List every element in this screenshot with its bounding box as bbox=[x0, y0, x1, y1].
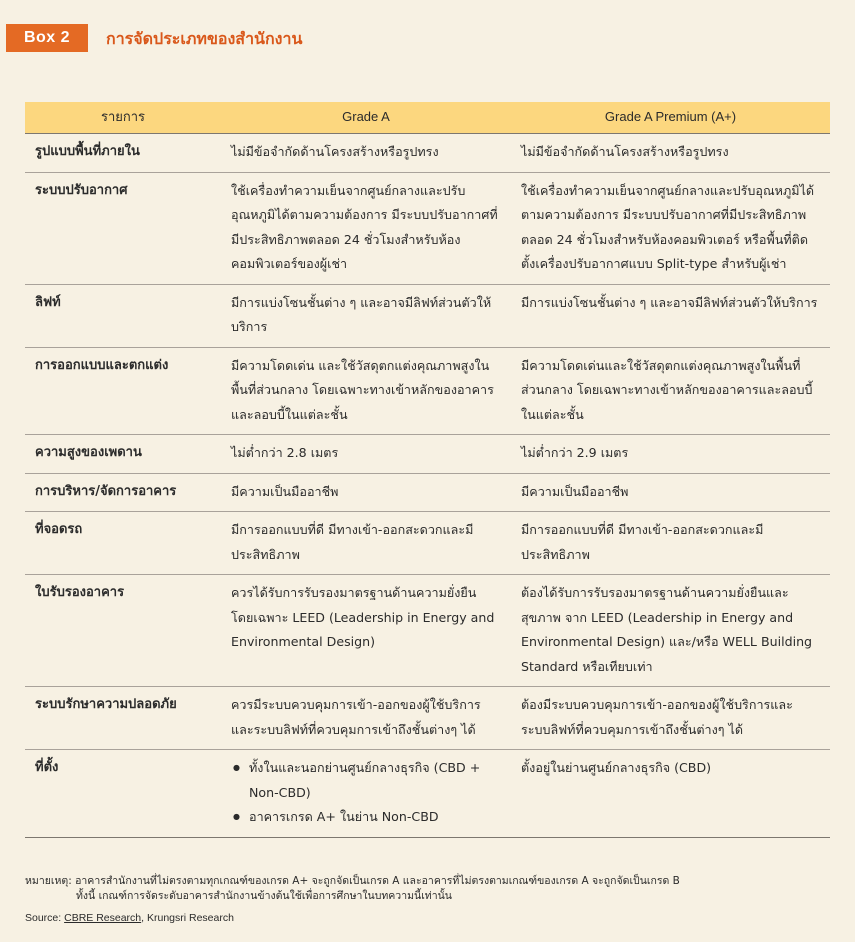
table-row bbox=[25, 750, 830, 838]
location-bullet-list bbox=[231, 756, 501, 830]
row-label: ที่ตั้ง bbox=[25, 750, 221, 838]
row-label: ที่จอดรถ bbox=[25, 512, 221, 575]
table-row bbox=[25, 347, 830, 435]
grade-a-cell: ไม่มีข้อจำกัดด้านโครงสร้างหรือรูปทรง bbox=[221, 134, 511, 173]
grade-a-cell: ใช้เครื่องทำความเย็นจากศูนย์กลางและปรับอุณหภูมิได้ตามความต้องการ มีระบบปรับอากาศที่มีประสิทธิภาพตลอด 24 ชั่วโมงสำหรับห้องคอมพิวเตอร์ของผู้เช่า bbox=[221, 172, 511, 284]
column-header-item: รายการ bbox=[25, 102, 221, 134]
source-line bbox=[25, 912, 234, 924]
grade-a-plus-cell: มีการแบ่งโซนชั้นต่าง ๆ และอาจมีลิฟท์ส่วนตัวให้บริการ bbox=[511, 284, 830, 347]
footnote-line-2: ทั้งนี้ เกณฑ์การจัดระดับอาคารสำนักงานข้างต้นใช้เพื่อการศึกษาในบทความนี้เท่านั้น bbox=[76, 890, 452, 902]
grade-a-plus-cell: ต้องมีระบบควบคุมการเข้า-ออกของผู้ใช้บริการและระบบลิฟท์ที่ควบคุมการเข้าถึงชั้นต่างๆ ได้ bbox=[511, 687, 830, 750]
table-row bbox=[25, 512, 830, 575]
grade-a-plus-cell: มีความโดดเด่นและใช้วัสดุตกแต่งคุณภาพสูงในพื้นที่ส่วนกลาง โดยเฉพาะทางเข้าหลักของอาคารและลอบบี้ในแต่ละชั้น bbox=[511, 347, 830, 435]
grade-a-plus-cell: มีความเป็นมืออาชีพ bbox=[511, 473, 830, 512]
grade-a-plus-cell: ไม่มีข้อจำกัดด้านโครงสร้างหรือรูปทรง bbox=[511, 134, 830, 173]
grade-a-cell: มีความเป็นมืออาชีพ bbox=[221, 473, 511, 512]
table-row bbox=[25, 284, 830, 347]
grade-a-plus-cell: ตั้งอยู่ในย่านศูนย์กลางธุรกิจ (CBD) bbox=[511, 750, 830, 838]
row-label: ระบบปรับอากาศ bbox=[25, 172, 221, 284]
table-row bbox=[25, 575, 830, 687]
row-label: การบริหาร/จัดการอาคาร bbox=[25, 473, 221, 512]
column-header-grade-a-plus: Grade A Premium (A+) bbox=[511, 102, 830, 134]
row-label: รูปแบบพื้นที่ภายใน bbox=[25, 134, 221, 173]
row-label: ความสูงของเพดาน bbox=[25, 435, 221, 474]
row-label: ระบบรักษาความปลอดภัย bbox=[25, 687, 221, 750]
row-label: การออกแบบและตกแต่ง bbox=[25, 347, 221, 435]
grade-a-cell: มีการออกแบบที่ดี มีทางเข้า-ออกสะดวกและมีประสิทธิภาพ bbox=[221, 512, 511, 575]
table-header-row bbox=[25, 102, 830, 134]
box-badge: Box 2 bbox=[6, 24, 88, 52]
grade-a-cell bbox=[221, 750, 511, 838]
row-label: ลิฟท์ bbox=[25, 284, 221, 347]
column-header-grade-a: Grade A bbox=[221, 102, 511, 134]
comparison-table bbox=[25, 102, 830, 838]
grade-a-plus-cell: ไม่ต่ำกว่า 2.9 เมตร bbox=[511, 435, 830, 474]
source-label: Source: bbox=[25, 912, 62, 924]
bullet-item: ● อาคารเกรด A+ ในย่าน Non-CBD bbox=[231, 805, 501, 830]
table-row bbox=[25, 687, 830, 750]
grade-a-cell: มีความโดดเด่น และใช้วัสดุตกแต่งคุณภาพสูงในพื้นที่ส่วนกลาง โดยเฉพาะทางเข้าหลักของอาคารและลอบบี้ในแต่ละชั้น bbox=[221, 347, 511, 435]
bullet-item: ● ทั้งในและนอกย่านศูนย์กลางธุรกิจ (CBD + Non-CBD) bbox=[231, 756, 501, 805]
row-label: ใบรับรองอาคาร bbox=[25, 575, 221, 687]
table-row bbox=[25, 172, 830, 284]
table-row bbox=[25, 435, 830, 474]
grade-a-plus-cell: มีการออกแบบที่ดี มีทางเข้า-ออกสะดวกและมีประสิทธิภาพ bbox=[511, 512, 830, 575]
source-rest: , Krungsri Research bbox=[141, 912, 234, 924]
grade-a-plus-cell: ใช้เครื่องทำความเย็นจากศูนย์กลางและปรับอุณหภูมิได้ตามความต้องการ มีระบบปรับอากาศที่มีประสิทธิภาพตลอด 24 ชั่วโมงสำหรับห้องคอมพิวเตอร์ หรือพื้นที่ติดตั้งเครื่องปรับอากาศแบบ Split-type สำหรับผู้เช่า bbox=[511, 172, 830, 284]
grade-a-cell: ควรได้รับการรับรองมาตรฐานด้านความยั่งยืน โดยเฉพาะ LEED (Leadership in Energy and Environmental Design) bbox=[221, 575, 511, 687]
footnote-line-1: หมายเหตุ: อาคารสำนักงานที่ไม่ตรงตามทุกเกณฑ์ของเกรด A+ จะถูกจัดเป็นเกรด A และอาคารที่ไม่ตรงตามเกณฑ์ของเกรด A จะถูกจัดเป็นเกรด B bbox=[25, 875, 680, 887]
grade-a-cell: ควรมีระบบควบคุมการเข้า-ออกของผู้ใช้บริการและระบบลิฟท์ที่ควบคุมการเข้าถึงชั้นต่างๆ ได้ bbox=[221, 687, 511, 750]
grade-a-plus-cell: ต้องได้รับการรับรองมาตรฐานด้านความยั่งยืนและสุขภาพ จาก LEED (Leadership in Energy and Environmental Design) และ/หรือ WELL Building Standard หรือเทียบเท่า bbox=[511, 575, 830, 687]
grade-a-cell: ไม่ต่ำกว่า 2.8 เมตร bbox=[221, 435, 511, 474]
footnote bbox=[25, 874, 680, 904]
table-row bbox=[25, 473, 830, 512]
box-title: การจัดประเภทของสำนักงาน bbox=[106, 29, 303, 48]
table-row bbox=[25, 134, 830, 173]
grade-a-cell: มีการแบ่งโซนชั้นต่าง ๆ และอาจมีลิฟท์ส่วนตัวให้บริการ bbox=[221, 284, 511, 347]
source-link-cbre[interactable]: CBRE Research bbox=[64, 912, 142, 924]
